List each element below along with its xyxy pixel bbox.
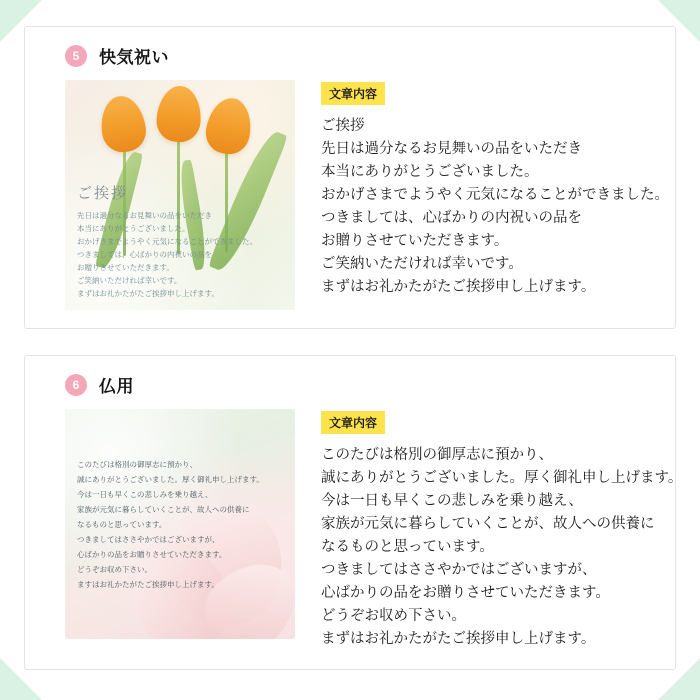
body-line: おかげさまでようやく元気になることができました。 [321, 187, 669, 203]
overlay-line: 先日は過分なるお見舞いの品をいただき [77, 211, 212, 220]
body-line: 本当にありがとうございました。 [321, 164, 539, 180]
body-line: つきましては、心ばかりの内祝いの品を [321, 210, 582, 226]
overlay-line: まずはお礼かたがたご挨拶申し上げます。 [77, 289, 219, 298]
section-number-badge: 5 [65, 45, 87, 67]
photo-text-overlay [65, 451, 295, 602]
body-line: まずはお礼かたがたご挨拶申し上げます。 [321, 279, 596, 295]
tulip-photo [65, 80, 295, 310]
overlay-line: ご笑納いただければ幸いです。 [77, 276, 182, 285]
tulip-flower [202, 95, 255, 158]
section-title: 快気祝い [99, 48, 169, 67]
overlay-line: 心ばかりの品をお贈りさせていただきます。 [77, 550, 227, 559]
section-image-column-6 [43, 409, 305, 639]
overlay-line: なるものと思っています。 [77, 520, 167, 529]
section-title: 仏用 [99, 377, 134, 396]
body-line: ご挨拶 [321, 118, 365, 134]
body-line: ご笑納いただければ幸いです。 [321, 256, 523, 272]
body-line: 今は一日も早くこの悲しみを乗り越え、 [321, 493, 583, 509]
body-line: 家族が元気に暮らしていくことが、故人への供養に [321, 516, 655, 532]
overlay-line: つきましてはささやかではございますが、 [77, 535, 220, 544]
overlay-line: つきましては、心ばかりの内祝いの品を [77, 250, 212, 259]
body-line: なるものと思っています。 [321, 539, 494, 555]
overlay-line: 本当にありがとうございました。 [77, 224, 190, 233]
body-line: どうぞお収め下さい。 [321, 608, 466, 624]
section-card-6 [24, 355, 683, 670]
lily-photo [65, 409, 295, 639]
body-line: つきましてはささやかではございますが、 [321, 562, 597, 578]
content-tag: 文章内容 [321, 82, 385, 105]
overlay-line: お贈りさせていただきます。 [77, 263, 174, 272]
body-line: 誠にありがとうございました。厚く御礼申し上げます。 [321, 470, 683, 486]
section-image-column-5 [43, 80, 305, 310]
overlay-line: 家族が元気に暮らしていくことが、故人への供養に [77, 505, 250, 514]
photo-text-overlay [65, 176, 295, 310]
overlay-line: 誠にありがとうございました。厚く御礼申し上げます。 [77, 475, 264, 484]
section-body-5 [43, 80, 669, 310]
tulip-flower [97, 93, 148, 155]
body-line: お贈りさせていただきます。 [321, 233, 509, 249]
body-line: まずはお礼かたがたご挨拶申し上げます。 [321, 631, 596, 647]
body-line: 先日は過分なるお見舞いの品をいただき [321, 141, 582, 157]
content-tag: 文章内容 [321, 411, 385, 434]
body-line: 心ばかりの品をお贈りさせていただきます。 [321, 585, 610, 601]
overlay-heading: ご挨拶 [77, 185, 129, 202]
overlay-line: どうぞお収め下さい。 [77, 565, 152, 574]
section-header-6 [43, 372, 657, 397]
section-card-5 [24, 26, 676, 329]
overlay-line: このたびは格別の御厚志に預かり、 [77, 460, 197, 469]
body-line: このたびは格別の御厚志に預かり、 [321, 447, 553, 463]
section-text-column-6 [305, 409, 682, 651]
section-header-5 [43, 43, 657, 68]
overlay-line: おかげさまでようやく元気になることができました。 [77, 237, 257, 246]
tulip-flower [155, 85, 203, 144]
section-number-badge: 6 [65, 374, 87, 396]
overlay-line: 今は一日も早くこの悲しみを乗り越え、 [77, 490, 213, 499]
section-body-6 [43, 409, 683, 651]
section-text-column-5 [305, 80, 669, 299]
overlay-line: ますはお礼かたがたご挨拶申し上げます。 [77, 580, 219, 589]
